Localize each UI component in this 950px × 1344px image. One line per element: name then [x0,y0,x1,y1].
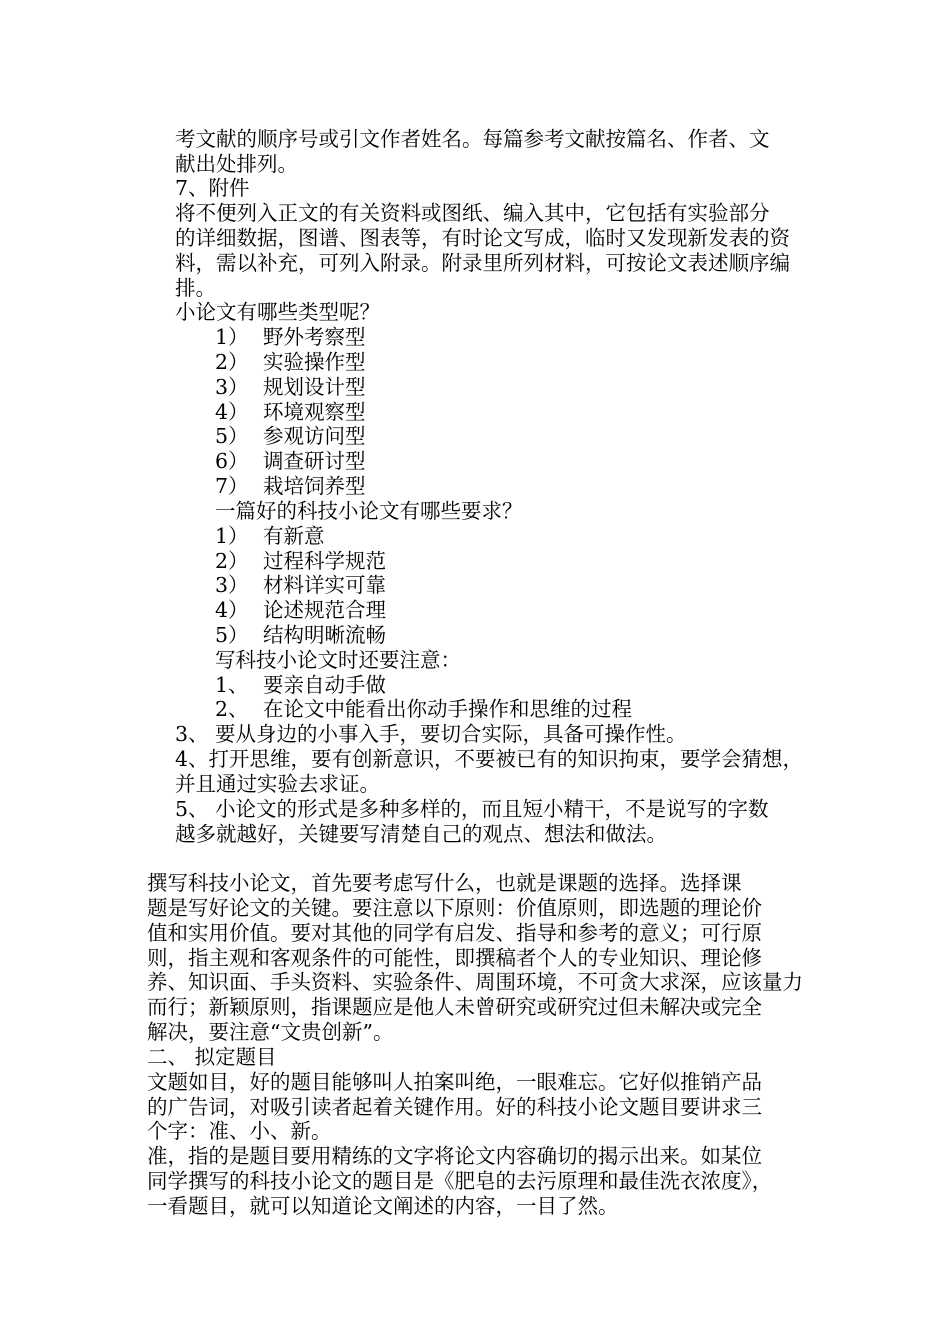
list-item [215,424,366,449]
paragraph-line: 同学撰写的科技小论文的题目是《肥皂的去污原理和最佳洗衣浓度》， [147,1169,773,1193]
list-text: 调查研讨型 [263,449,366,473]
list-number: 2、 [215,697,249,721]
paragraph-line: 个字：准、小、新。 [147,1119,332,1143]
note-3: 3、 要从身边的小事入手，要切合实际，具备可操作性。 [175,722,687,746]
appendix-heading: 7、附件 [175,176,250,200]
types-question: 小论文有哪些类型呢？ [175,300,380,324]
list-number: 4） [215,598,249,622]
list-text: 环境观察型 [263,400,366,424]
section-heading: 二、 拟定题目 [147,1045,277,1069]
paragraph-line: 考文献的顺序号或引文作者姓名。每篇参考文献按篇名、作者、文 [175,127,770,151]
notes-heading: 写科技小论文时还要注意： [215,648,461,672]
note-4-line: 4、打开思维，要有创新意识，不要被已有的知识拘束，要学会猜想， [175,747,804,771]
list-text: 结构明晰流畅 [263,623,386,647]
list-number: 1、 [215,673,249,697]
paragraph-line: 将不便列入正文的有关资料或图纸、编入其中，它包括有实验部分 [175,201,770,225]
paragraph-line: 撰写科技小论文，首先要考虑写什么，也就是课题的选择。选择课 [147,871,742,895]
list-number: 4） [215,400,249,424]
note-4-line: 并且通过实验去求证。 [175,772,380,796]
paragraph-line: 的广告词，对吸引读者起着关键作用。好的科技小论文题目要讲求三 [147,1095,762,1119]
list-item [215,524,325,549]
list-text: 要亲自动手做 [263,673,386,697]
list-text: 野外考察型 [263,325,366,349]
list-text: 材料详实可靠 [263,573,386,597]
paragraph-line: 解决，要注意“文贵创新”。 [147,1020,394,1044]
paragraph-line: 一看题目，就可以知道论文阐述的内容，一目了然。 [147,1194,619,1218]
paragraph-line: 则，指主观和客观条件的可能性，即撰稿者个人的专业知识、理论修 [147,946,762,970]
list-item [215,573,386,598]
list-item [215,623,386,648]
paragraph-line: 准，指的是题目要用精练的文字将论文内容确切的揭示出来。如某位 [147,1144,762,1168]
list-item [215,375,366,400]
list-number: 5） [215,623,249,647]
list-item [215,449,366,474]
list-text: 参观访问型 [263,424,366,448]
list-text: 实验操作型 [263,350,366,374]
list-text: 过程科学规范 [263,549,386,573]
list-number: 5） [215,424,249,448]
list-item [215,549,386,574]
paragraph-line: 而行；新颖原则，指课题应是他人未曾研究或研究过但未解决或完全 [147,995,762,1019]
list-text: 在论文中能看出你动手操作和思维的过程 [263,697,632,721]
list-item [215,350,366,375]
list-text: 论述规范合理 [263,598,386,622]
list-number: 1） [215,325,249,349]
list-text: 规划设计型 [263,375,366,399]
list-item [215,400,366,425]
list-number: 3） [215,375,249,399]
list-item [215,474,366,499]
list-item [215,325,366,350]
paragraph-line: 的详细数据，图谱、图表等，有时论文写成，临时又发现新发表的资 [175,226,790,250]
list-text: 有新意 [263,524,325,548]
list-item [215,697,632,722]
list-number: 1） [215,524,249,548]
paragraph-line: 文题如目，好的题目能够叫人拍案叫绝，一眼难忘。它好似推销产品 [147,1070,762,1094]
paragraph-line: 值和实用价值。要对其他的同学有启发、指导和参考的意义；可行原 [147,921,762,945]
list-number: 2） [215,350,249,374]
paragraph-line: 养、知识面、手头资料、实验条件、周围环境，不可贪大求深，应该量力 [147,970,803,994]
list-number: 6） [215,449,249,473]
paragraph-line: 献出处排列。 [175,152,298,176]
list-item [215,673,386,698]
requirements-question: 一篇好的科技小论文有哪些要求？ [215,499,523,523]
paragraph-line: 料，需以补充，可列入附录。附录里所列材料，可按论文表述顺序编 [175,251,790,275]
list-text: 栽培饲养型 [263,474,366,498]
paragraph-line: 题是写好论文的关键。要注意以下原则：价值原则，即选题的理论价 [147,896,762,920]
list-number: 2） [215,549,249,573]
note-5-line: 越多就越好，关键要写清楚自己的观点、想法和做法。 [175,822,667,846]
list-number: 7） [215,474,249,498]
list-item [215,598,386,623]
note-5-line: 5、 小论文的形式是多种多样的，而且短小精干，不是说写的字数 [175,797,769,821]
paragraph-line: 排。 [175,276,216,300]
list-number: 3） [215,573,249,597]
